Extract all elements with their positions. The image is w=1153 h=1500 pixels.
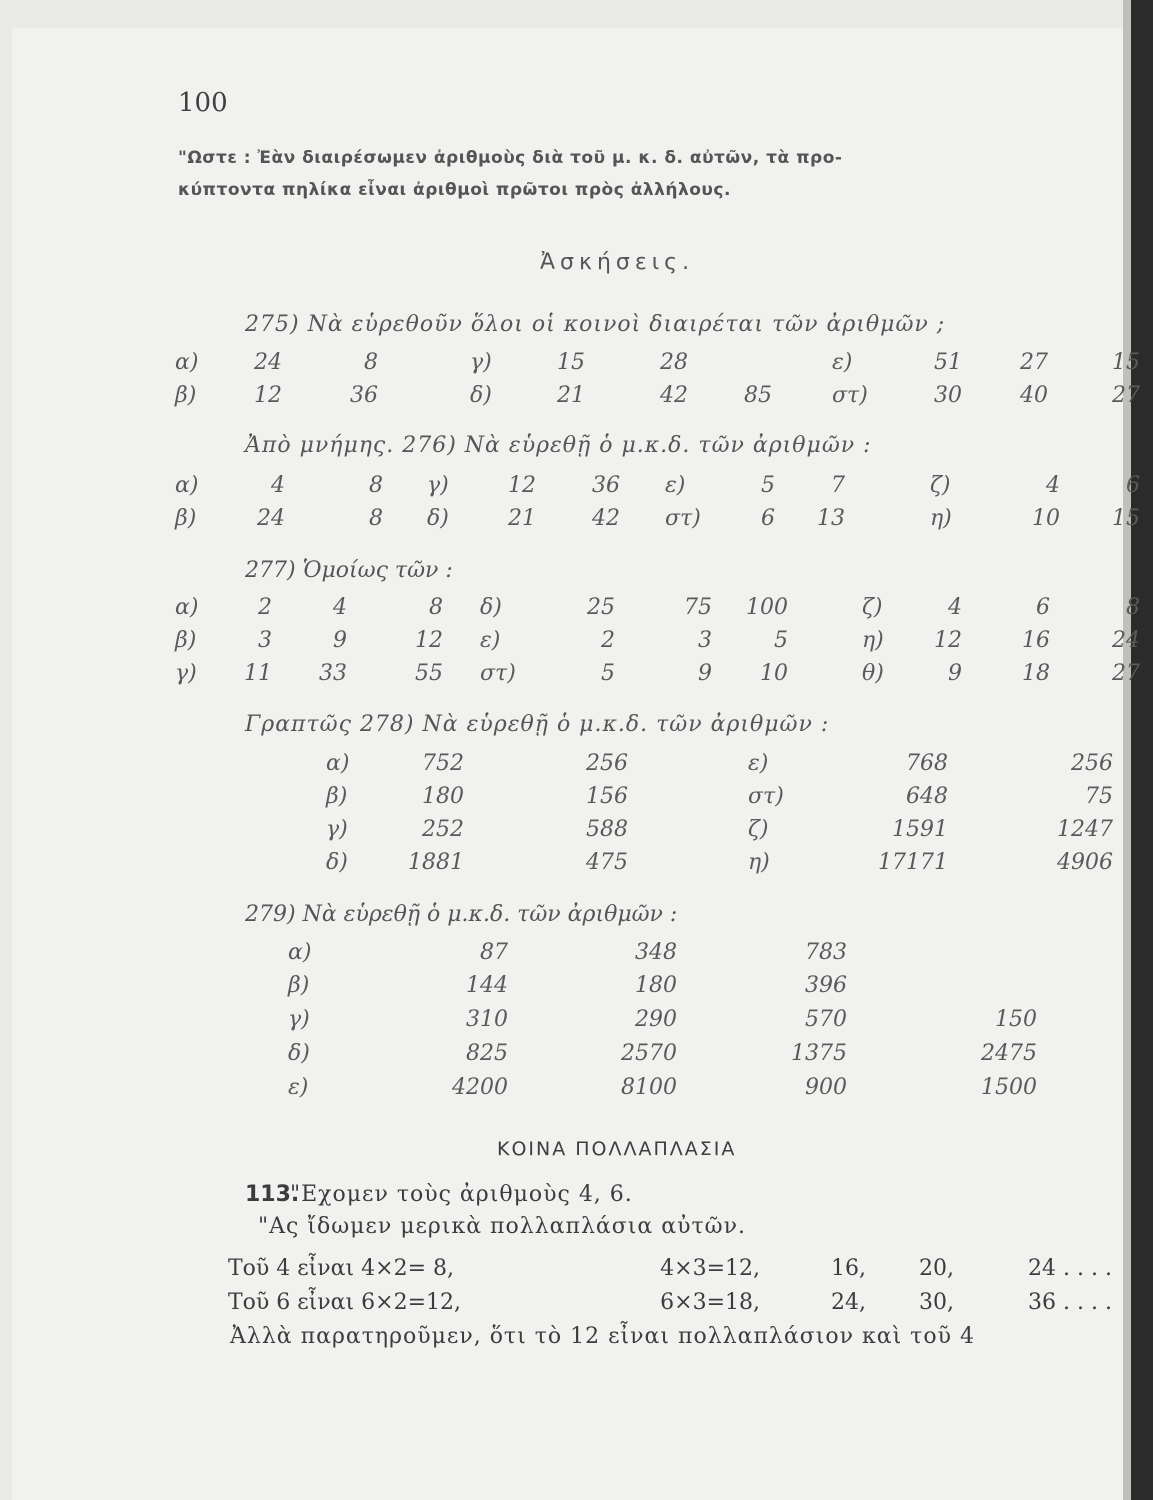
exercise-277-cell: 11 xyxy=(244,661,272,686)
exercise-276-cell: στ) xyxy=(665,506,701,531)
exercise-278-cell: 75 xyxy=(1085,784,1113,809)
section-title: ΚΟΙΝΑ ΠΟΛΛΑΠΛΑΣΙΑ xyxy=(497,1138,737,1160)
exercise-279-cell: 144 xyxy=(466,973,508,998)
exercise-278-cell: 252 xyxy=(422,817,464,842)
exercise-275-cell: 27 xyxy=(1020,350,1048,375)
intro-line-1: "Ωστε : Ἐὰν διαιρέσωμεν ἀριθμοὺς διὰ τοῦ μ. κ. δ. αὐτῶν, τὰ προ- xyxy=(178,148,843,168)
exercise-277-cell: ζ) xyxy=(862,595,883,620)
exercise-275-cell: 12 xyxy=(254,383,282,408)
exercise-277-cell: β) xyxy=(175,628,197,653)
book-page xyxy=(12,28,1132,1500)
exercise-276-cell: ζ) xyxy=(930,473,951,498)
exercise-279-cell: 150 xyxy=(995,1007,1037,1032)
exercise-277-cell: 9 xyxy=(333,628,347,653)
exercise-279-cell: 570 xyxy=(805,1007,847,1032)
exercise-278-cell: δ) xyxy=(326,850,348,875)
exercise-278-cell: 588 xyxy=(586,817,628,842)
exercise-277-cell: α) xyxy=(175,595,199,620)
exercise-278-cell: 648 xyxy=(906,784,948,809)
exercise-275-cell: α) xyxy=(175,350,199,375)
exercise-279-cell: 2475 xyxy=(981,1041,1037,1066)
exercise-276-cell: 5 xyxy=(761,473,775,498)
exercise-278-cell: 156 xyxy=(586,784,628,809)
exercise-277-cell: 6 xyxy=(1036,595,1050,620)
exercise-276-title: Ἀπὸ μνήμης. 276) Νὰ εὑρεθῇ ὁ μ.κ.δ. τῶν ἀριθμῶν : xyxy=(245,433,872,458)
exercise-276-cell: 24 xyxy=(257,506,285,531)
exercise-276-cell: γ) xyxy=(427,473,449,498)
exercise-277-cell: 100 xyxy=(746,595,788,620)
exercise-275-cell: γ) xyxy=(470,350,492,375)
exercise-278-cell: 256 xyxy=(1071,751,1113,776)
exercise-277-cell: 12 xyxy=(415,628,443,653)
exercise-279-cell: ε) xyxy=(288,1075,309,1100)
exercise-276-cell: 4 xyxy=(271,473,285,498)
paragraph-113-line-1: "Εχομεν τοὺς ἀριθμοὺς 4, 6. xyxy=(290,1182,633,1207)
exercise-277-cell: 55 xyxy=(415,661,443,686)
exercise-279-cell: 87 xyxy=(480,940,508,965)
exercise-277-cell: γ) xyxy=(175,661,197,686)
intro-line-2: κύπτοντα πηλίκα εἶναι ἀριθμοὶ πρῶτοι πρὸς ἀλλήλους. xyxy=(178,180,731,200)
exercise-278-cell: η) xyxy=(748,850,770,875)
multiples-cell: Τοῦ 6 εἶναι 6×2=12, xyxy=(228,1290,461,1315)
exercise-275-cell: στ) xyxy=(832,383,868,408)
multiples-cell: 24, xyxy=(831,1290,866,1315)
exercise-277-cell: 9 xyxy=(698,661,712,686)
exercise-277-cell: 5 xyxy=(601,661,615,686)
exercise-279-cell: 4200 xyxy=(452,1075,508,1100)
exercise-275-cell: 15 xyxy=(1112,350,1140,375)
exercise-276-cell: ε) xyxy=(665,473,686,498)
exercise-279-cell: δ) xyxy=(288,1041,310,1066)
multiples-cell: 20, xyxy=(919,1256,954,1281)
exercise-279-cell: 2570 xyxy=(621,1041,677,1066)
exercise-278-cell: 256 xyxy=(586,751,628,776)
exercise-277-cell: 3 xyxy=(258,628,272,653)
exercise-277-cell: 4 xyxy=(333,595,347,620)
exercise-275-cell: 8 xyxy=(364,350,378,375)
multiples-cell: 30, xyxy=(919,1290,954,1315)
exercise-279-cell: 900 xyxy=(805,1075,847,1100)
exercise-278-cell: 1881 xyxy=(408,850,464,875)
exercise-277-cell: 10 xyxy=(760,661,788,686)
exercise-276-cell: 4 xyxy=(1046,473,1060,498)
exercise-276-cell: η) xyxy=(930,506,952,531)
exercise-276-cell: 36 xyxy=(592,473,620,498)
exercise-277-cell: 75 xyxy=(684,595,712,620)
exercise-277-cell: 33 xyxy=(319,661,347,686)
exercise-278-cell: 1591 xyxy=(892,817,948,842)
exercise-276-cell: δ) xyxy=(427,506,449,531)
exercise-276-cell: 12 xyxy=(508,473,536,498)
exercise-275-cell: 15 xyxy=(557,350,585,375)
exercise-276-cell: 42 xyxy=(592,506,620,531)
paragraph-113-number: 113. xyxy=(245,1182,300,1207)
exercise-275-cell: 21 xyxy=(557,383,585,408)
exercise-276-cell: 21 xyxy=(508,506,536,531)
exercise-277-cell: 24 xyxy=(1112,628,1140,653)
exercise-275-cell: δ) xyxy=(470,383,492,408)
exercise-276-cell: 10 xyxy=(1032,506,1060,531)
exercise-279-cell: 1500 xyxy=(981,1075,1037,1100)
exercise-277-cell: 18 xyxy=(1022,661,1050,686)
exercise-278-cell: 768 xyxy=(906,751,948,776)
exercise-277-title: 277) Ὁμοίως τῶν : xyxy=(245,558,453,583)
exercise-277-cell: 2 xyxy=(601,628,615,653)
exercise-278-cell: 475 xyxy=(586,850,628,875)
exercise-275-cell: 51 xyxy=(934,350,962,375)
exercise-276-cell: 8 xyxy=(369,506,383,531)
exercise-279-cell: 290 xyxy=(635,1007,677,1032)
exercise-278-cell: 180 xyxy=(422,784,464,809)
exercise-278-cell: 1247 xyxy=(1057,817,1113,842)
exercise-276-cell: 13 xyxy=(817,506,845,531)
exercise-278-cell: α) xyxy=(326,751,350,776)
exercise-278-title: Γραπτῶς 278) Νὰ εὑρεθῇ ὁ μ.κ.δ. τῶν ἀριθμῶν : xyxy=(245,712,830,737)
exercise-277-cell: 9 xyxy=(948,661,962,686)
exercise-278-cell: γ) xyxy=(326,817,348,842)
exercise-276-cell: 7 xyxy=(831,473,845,498)
exercise-279-cell: 8100 xyxy=(621,1075,677,1100)
page-gutter-shadow xyxy=(1123,0,1131,1500)
exercise-277-cell: 27 xyxy=(1112,661,1140,686)
exercise-278-cell: 752 xyxy=(422,751,464,776)
exercise-279-cell: γ) xyxy=(288,1007,310,1032)
exercise-278-cell: 4906 xyxy=(1057,850,1113,875)
exercise-277-cell: 16 xyxy=(1022,628,1050,653)
exercises-heading: Ἀσκήσεις. xyxy=(540,250,695,275)
multiples-cell: 16, xyxy=(831,1256,866,1281)
exercise-279-cell: 396 xyxy=(805,973,847,998)
exercise-275-cell: 36 xyxy=(350,383,378,408)
exercise-276-cell: 8 xyxy=(369,473,383,498)
multiples-cell: 24 . . . . xyxy=(1028,1256,1112,1281)
page-number: 100 xyxy=(178,88,228,118)
exercise-277-cell: 4 xyxy=(948,595,962,620)
multiples-cell: 4×3=12, xyxy=(660,1256,760,1281)
exercise-275-cell: 40 xyxy=(1020,383,1048,408)
exercise-275-cell: 24 xyxy=(254,350,282,375)
exercise-279-cell: 1375 xyxy=(791,1041,847,1066)
exercise-277-cell: 2 xyxy=(258,595,272,620)
exercise-279-cell: α) xyxy=(288,940,312,965)
exercise-275-cell: 27 xyxy=(1112,383,1140,408)
exercise-278-cell: ζ) xyxy=(748,817,769,842)
exercise-278-cell: στ) xyxy=(748,784,784,809)
exercise-277-cell: θ) xyxy=(862,661,884,686)
exercise-276-cell: 6 xyxy=(1126,473,1140,498)
exercise-275-cell: β) xyxy=(175,383,197,408)
exercise-275-title: 275) Νὰ εὑρεθοῦν ὅλοι οἱ κοινοὶ διαιρέται τῶν ἀριθμῶν ; xyxy=(245,312,946,337)
exercise-277-cell: 5 xyxy=(774,628,788,653)
exercise-277-cell: δ) xyxy=(480,595,502,620)
exercise-275-cell: 85 xyxy=(744,383,772,408)
exercise-278-cell: β) xyxy=(326,784,348,809)
exercise-275-cell: 28 xyxy=(660,350,688,375)
exercise-277-cell: ε) xyxy=(480,628,501,653)
exercise-276-cell: α) xyxy=(175,473,199,498)
exercise-279-cell: 825 xyxy=(466,1041,508,1066)
exercise-278-cell: 17171 xyxy=(878,850,948,875)
exercise-277-cell: 25 xyxy=(587,595,615,620)
paragraph-113-line-2: "Ας ἴδωμεν μερικὰ πολλαπλάσια αὐτῶν. xyxy=(258,1214,746,1239)
exercise-276-cell: β) xyxy=(175,506,197,531)
exercise-277-cell: 8 xyxy=(1126,595,1140,620)
exercise-279-cell: 180 xyxy=(635,973,677,998)
paragraph-113-line-3: Ἀλλὰ παρατηροῦμεν, ὅτι τὸ 12 εἶναι πολλαπλάσιον καὶ τοῦ 4 xyxy=(230,1324,975,1349)
exercise-279-title: 279) Νὰ εὑρεθῇ ὁ μ.κ.δ. τῶν ἀριθμῶν : xyxy=(245,902,678,927)
page-edge xyxy=(1131,0,1153,1500)
multiples-cell: Τοῦ 4 εἶναι 4×2= 8, xyxy=(228,1256,454,1281)
exercise-275-cell: 42 xyxy=(660,383,688,408)
exercise-278-cell: ε) xyxy=(748,751,769,776)
exercise-277-cell: 8 xyxy=(429,595,443,620)
exercise-277-cell: η) xyxy=(862,628,884,653)
exercise-276-cell: 6 xyxy=(761,506,775,531)
exercise-277-cell: στ) xyxy=(480,661,516,686)
exercise-277-cell: 3 xyxy=(698,628,712,653)
exercise-279-cell: 783 xyxy=(805,940,847,965)
exercise-275-cell: 30 xyxy=(934,383,962,408)
multiples-cell: 6×3=18, xyxy=(660,1290,760,1315)
multiples-cell: 36 . . . . xyxy=(1028,1290,1112,1315)
exercise-279-cell: β) xyxy=(288,973,310,998)
exercise-276-cell: 15 xyxy=(1112,506,1140,531)
exercise-277-cell: 12 xyxy=(934,628,962,653)
exercise-275-cell: ε) xyxy=(832,350,853,375)
exercise-279-cell: 348 xyxy=(635,940,677,965)
exercise-279-cell: 310 xyxy=(466,1007,508,1032)
